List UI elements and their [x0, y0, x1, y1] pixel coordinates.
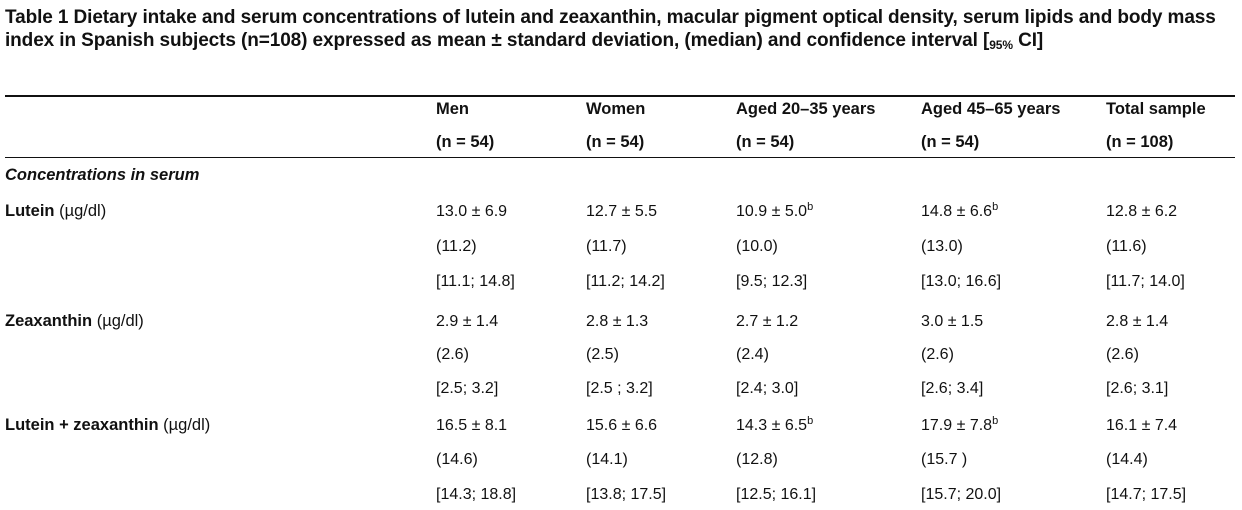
cell-mean: 2.8 ± 1.4	[1106, 313, 1169, 330]
caption-ci-end: CI]	[1012, 30, 1044, 51]
cell-ci: [2.6; 3.4]	[921, 380, 984, 397]
cell-mean: 10.9 ± 5.0$^b$	[736, 201, 814, 220]
cell-median: (11.6)	[1106, 238, 1147, 255]
cell-mean: 3.0 ± 1.5	[921, 313, 984, 330]
table-top-rule	[5, 95, 1235, 97]
cell-mean: 12.7 ± 5.5	[586, 203, 658, 220]
header-bottom-rule	[5, 157, 1235, 158]
cell-median: (2.6)	[921, 346, 954, 363]
table-caption	[5, 6, 1233, 57]
cell-median: (11.7)	[586, 238, 627, 255]
row-label-lutein-zeaxanthin-unit: (µg/dl)	[158, 416, 211, 434]
row-label-lutein-zeaxanthin-name: Lutein + zeaxanthin	[5, 416, 159, 434]
cell-median: (14.6)	[436, 451, 478, 468]
cell-ci: [2.6; 3.1]	[1106, 380, 1169, 397]
cell-mean: 12.8 ± 6.2	[1106, 203, 1178, 220]
row-label-zeaxanthin-unit: (µg/dl)	[92, 312, 144, 330]
col-header-aged-20-35: Aged 20–35 years	[736, 100, 876, 118]
col-header-aged-20-35-n: (n = 54)	[736, 133, 795, 151]
cell-ci: [11.2; 14.2]	[586, 273, 665, 290]
cell-mean: 14.8 ± 6.6$^b$	[921, 201, 999, 220]
cell-ci: [13.8; 17.5]	[586, 486, 667, 503]
cell-median: (10.0)	[736, 238, 778, 255]
cell-ci: [14.3; 18.8]	[436, 486, 517, 503]
cell-median: (2.5)	[586, 346, 619, 363]
col-header-men-n: (n = 54)	[436, 133, 495, 151]
row-label-lutein-zeaxanthin	[5, 416, 210, 434]
caption-ci-subscript: 95%	[989, 38, 1013, 52]
cell-ci: [2.4; 3.0]	[736, 380, 799, 397]
col-header-women: Women	[586, 100, 646, 118]
cell-mean: 2.9 ± 1.4	[436, 313, 499, 330]
cell-median: (15.7 )	[921, 451, 968, 468]
cell-ci: [13.0; 16.6]	[921, 273, 1002, 290]
cell-median: (11.2)	[436, 238, 477, 255]
row-label-zeaxanthin-name: Zeaxanthin	[5, 312, 93, 330]
cell-median: (13.0)	[921, 238, 963, 255]
cell-mean: 2.8 ± 1.3	[586, 313, 649, 330]
col-header-women-n: (n = 54)	[586, 133, 645, 151]
cell-median: (14.1)	[586, 451, 628, 468]
cell-ci: [11.7; 14.0]	[1106, 273, 1185, 290]
cell-median: (12.8)	[736, 451, 778, 468]
cell-ci: [2.5 ; 3.2]	[586, 380, 653, 397]
col-header-total: Total sample	[1106, 100, 1206, 118]
cell-ci: [9.5; 12.3]	[736, 273, 808, 290]
row-label-lutein-unit: (µg/dl)	[54, 202, 107, 220]
cell-ci: [12.5; 16.1]	[736, 486, 817, 503]
cell-ci: [11.1; 14.8]	[436, 273, 515, 290]
col-header-aged-45-65-n: (n = 54)	[921, 133, 980, 151]
cell-mean: 13.0 ± 6.9	[436, 203, 508, 220]
cell-median: (2.6)	[436, 346, 469, 363]
caption-text: Table 1 Dietary intake and serum concentrations of lutein and zeaxanthin, macular pigment optical density, serum lipids and body mass index in Spanish subjects (n=108) expressed as mean ± standard deviation, (median) and confidence interval [	[5, 7, 1216, 51]
row-label-zeaxanthin	[5, 312, 144, 330]
col-header-aged-45-65: Aged 45–65 years	[921, 100, 1061, 118]
row-label-lutein-name: Lutein	[5, 202, 55, 220]
cell-mean: 15.6 ± 6.6	[586, 417, 658, 434]
col-header-men: Men	[436, 100, 469, 118]
cell-mean: 2.7 ± 1.2	[736, 313, 799, 330]
cell-mean: 14.3 ± 6.5$^b$	[736, 415, 814, 434]
cell-median: (14.4)	[1106, 451, 1148, 468]
cell-ci: [15.7; 20.0]	[921, 486, 1002, 503]
cell-mean: 17.9 ± 7.8$^b$	[921, 415, 999, 434]
cell-mean: 16.1 ± 7.4	[1106, 417, 1178, 434]
cell-median: (2.4)	[736, 346, 769, 363]
cell-mean: 16.5 ± 8.1	[436, 417, 508, 434]
row-label-lutein	[5, 202, 106, 220]
section-heading-serum: Concentrations in serum	[5, 166, 200, 184]
cell-ci: [2.5; 3.2]	[436, 380, 499, 397]
cell-ci: [14.7; 17.5]	[1106, 486, 1187, 503]
col-header-total-n: (n = 108)	[1106, 133, 1174, 151]
cell-median: (2.6)	[1106, 346, 1139, 363]
